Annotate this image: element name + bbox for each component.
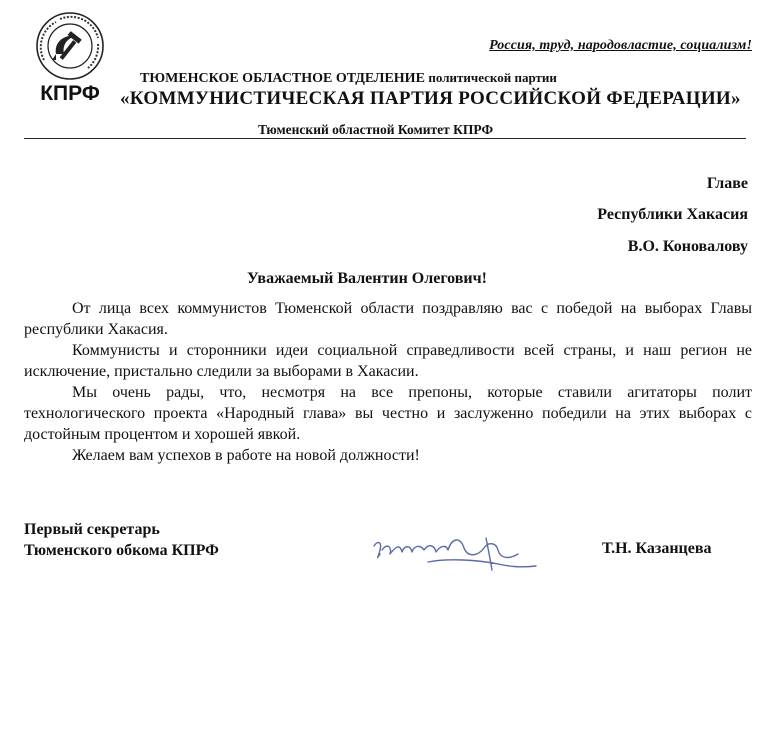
body-paragraph: От лица всех коммунистов Тюменской области поздравляю вас с победой на выборах Главы республики Хакасия. [24,300,752,338]
addressee-line1: Главе [706,175,748,192]
signer-title-line2: Тюменского обкома КПРФ [24,542,219,559]
letter-greeting: Уважаемый Валентин Олегович! [247,270,487,287]
handwritten-signature [368,528,548,582]
party-slogan: Россия, труд, народовластие, социализм! [489,38,752,53]
body-paragraph: Коммунисты и сторонники идеи социальной справедливости всей страны, и наш регион не исключение, пристально следили за выборами в Хакасии. [24,342,752,380]
header-divider [24,138,746,139]
hammer-sickle-icon [26,8,114,104]
body-paragraph: Мы очень рады, что, несмотря на все препоны, которые ставили агитаторы полит технологического проекта «Народный глава» вы честно и заслуженно победили на этих выборах с достойным процентом и хорошей явкой. [24,384,752,443]
org-name-main: ТЮМЕНСКОЕ ОБЛАСТНОЕ ОТДЕЛЕНИЕ [140,71,425,86]
addressee-line2: Республики Хакасия [597,206,748,223]
kprf-logo [26,8,114,104]
signer-title [24,519,219,561]
body-paragraph: Желаем вам успехов в работе на новой должности! [72,447,420,464]
letter-body [24,298,752,466]
logo-text: КПРФ [40,82,100,104]
signer-name: Т.Н. Казанцева [602,540,712,557]
committee-name: Тюменский областной Комитет КПРФ [258,122,494,137]
addressee-line3: В.О. Коновалову [627,238,748,255]
party-full-name: «КОММУНИСТИЧЕСКАЯ ПАРТИЯ РОССИЙСКОЙ ФЕДЕРАЦИИ» [120,88,741,109]
org-name-suffix: политической партии [428,70,557,85]
signer-title-line1: Первый секретарь [24,521,160,538]
org-name-line1 [140,70,557,87]
